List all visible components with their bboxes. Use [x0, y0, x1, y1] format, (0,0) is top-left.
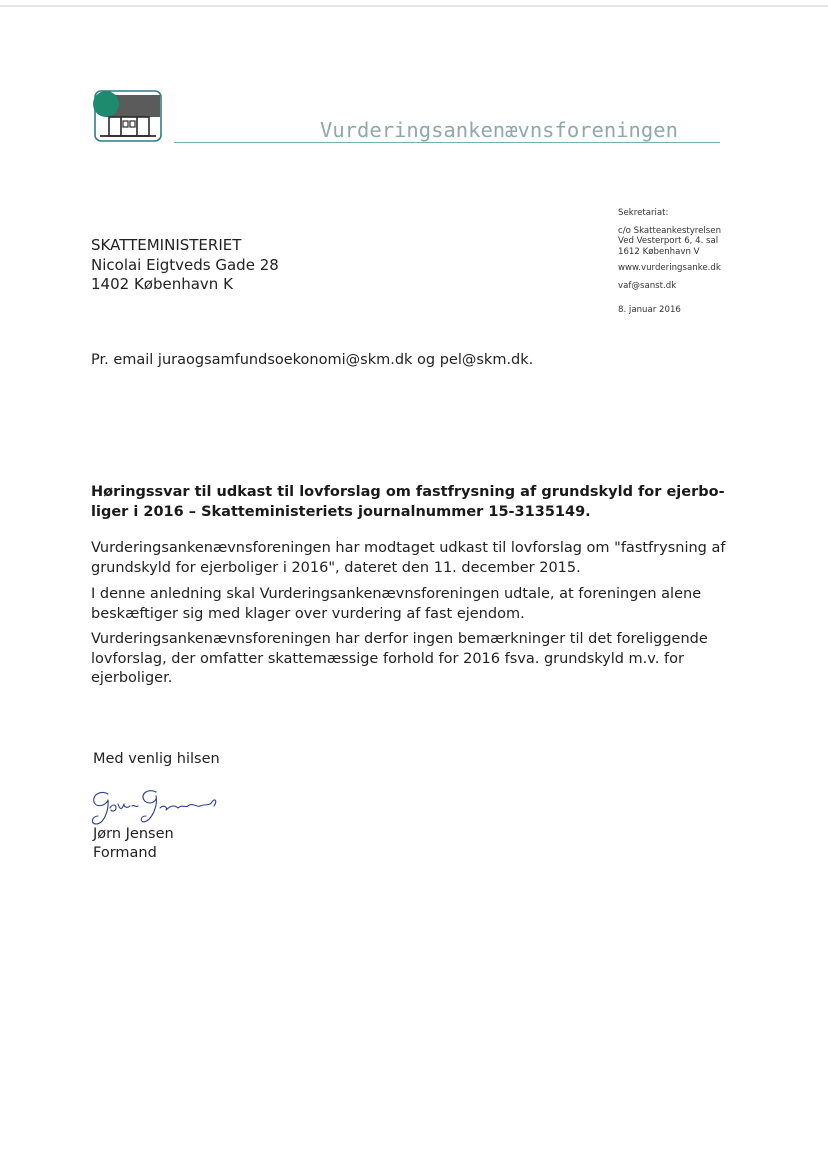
body-paragraph: Vurderingsankenævnsforeningen har derfor ingen bemærkninger til det foreliggende lovforslag, der omfatter skattemæssige forhold for 2016 fsva. grundskyld m.v. for ejerboliger.	[91, 631, 708, 686]
organization-name: Vurderingsankenævnsforeningen	[320, 118, 678, 142]
recipient-address	[91, 236, 279, 295]
sender-email: vaf@sanst.dk	[618, 281, 677, 292]
sender-label: Sekretariat:	[618, 208, 669, 218]
sender-address	[618, 208, 721, 315]
recipient-city: 1402 København K	[91, 275, 233, 293]
sender-street: Ved Vesterport 6, 4. sal	[618, 236, 719, 247]
sender-co: c/o Skatteankestyrelsen	[618, 226, 722, 237]
header-rule	[174, 142, 720, 143]
signer-title: Formand	[93, 845, 157, 861]
signer-block	[93, 825, 174, 863]
house-logo-icon	[92, 88, 164, 144]
letter-date: 8. januar 2016	[618, 305, 681, 316]
body-paragraph: Vurderingsankenævnsforeningen har modtaget udkast til lovforslag om "fastfrysning af grundskyld for ejerboliger i 2016", dateret den 11. december 2015.	[91, 540, 726, 576]
closing-salutation: Med venlig hilsen	[93, 751, 220, 767]
sender-website: www.vurderingsanke.dk	[618, 262, 721, 273]
page-top-edge	[0, 5, 828, 7]
handwritten-signature	[86, 786, 222, 830]
sender-city: 1612 København V	[618, 246, 700, 257]
signer-name: Jørn Jensen	[93, 826, 174, 842]
body-paragraph: I denne anledning skal Vurderingsankenævnsforeningen udtale, at foreningen alene beskæftiger sig med klager over vurdering af fast ejendom.	[91, 586, 702, 622]
letter-subject: Høringssvar til udkast til lovforslag om fastfrysning af grundskyld for ejerbo- liger i 2016 – Skatteministeriets journalnummer 15-3135149.	[91, 484, 725, 520]
recipient-street: Nicolai Eigtveds Gade 28	[91, 255, 279, 274]
recipient-name: SKATTEMINISTERIET	[91, 236, 242, 254]
delivery-line: Pr. email juraogsamfundsoekonomi@skm.dk og pel@skm.dk.	[91, 352, 534, 368]
